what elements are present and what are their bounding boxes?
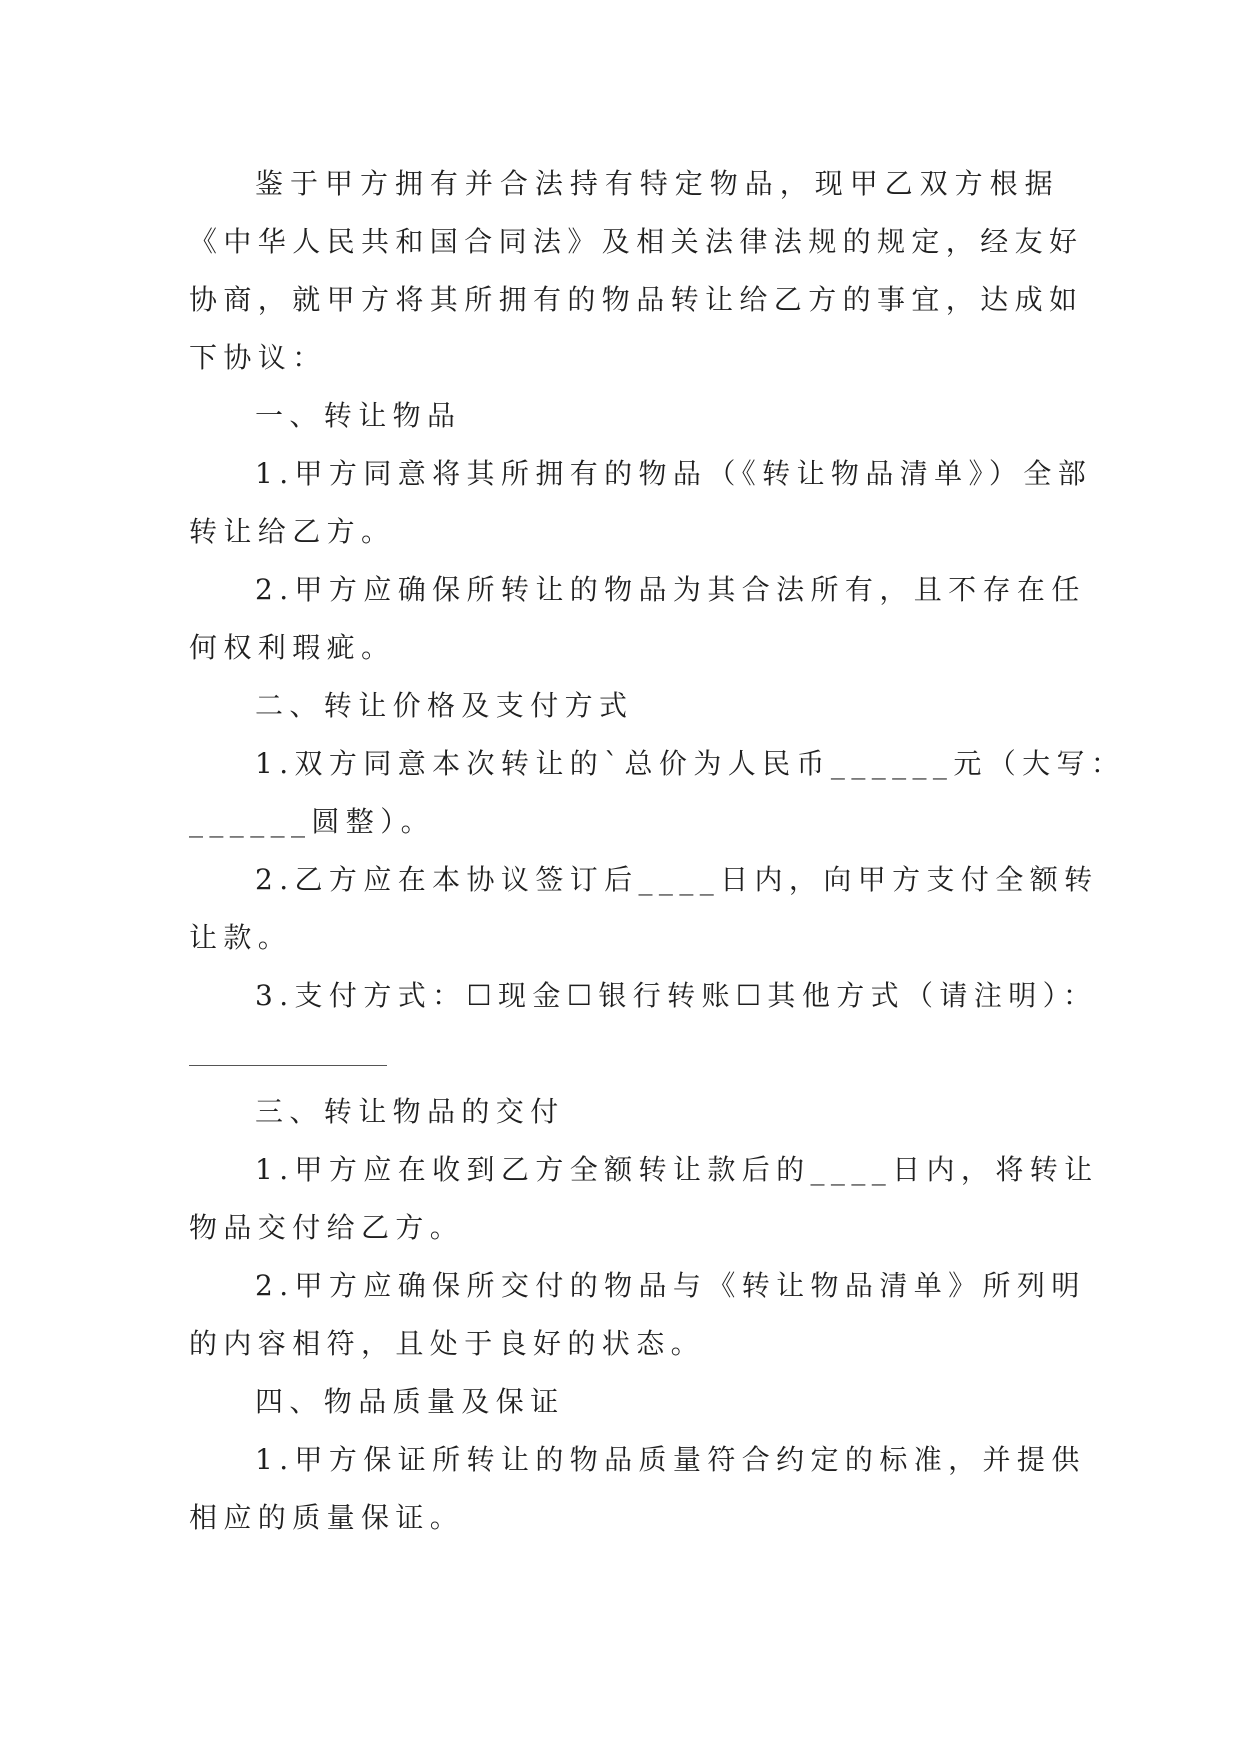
clause-1-1-line-2: 转让给乙方。 (189, 515, 396, 548)
section-heading-2: 二、转让价格及支付方式 (255, 689, 634, 722)
clause-3-2-line-1: 2.甲方应确保所交付的物品与《转让物品清单》所列明 (255, 1269, 1086, 1302)
clause-1-1-line-1: 1.甲方同意将其所拥有的物品（《转让物品清单》）全部 (255, 457, 1093, 490)
clause-3-1-line-1: 1.甲方应在收到乙方全额转让款后的____日内，将转让 (255, 1153, 1099, 1186)
clause-2-2-line-1: 2.乙方应在本协议签订后____日内，向甲方支付全额转 (255, 863, 1099, 896)
clause-4-1-line-2: 相应的质量保证。 (189, 1501, 465, 1534)
clause-2-3-line-1: 3.支付方式：☐现金☐银行转账☐其他方式（请注明）： (255, 979, 1098, 1012)
payment-method-blank-rule (189, 1065, 387, 1066)
clause-2-2-line-2: 让款。 (189, 921, 293, 954)
section-heading-4: 四、物品质量及保证 (255, 1385, 565, 1418)
clause-2-1-line-2: ______圆整）。 (189, 805, 436, 838)
clause-3-1-line-2: 物品交付给乙方。 (189, 1211, 465, 1244)
clause-1-2-line-1: 2.甲方应确保所转让的物品为其合法所有，且不存在任 (255, 573, 1086, 606)
clause-2-1-line-1: 1.双方同意本次转让的`总价为人民币______元（大写： (255, 747, 1126, 780)
preamble-line-3: 协商，就甲方将其所拥有的物品转让给乙方的事宜，达成如 (189, 283, 1084, 316)
preamble-line-4: 下协议： (189, 341, 327, 374)
preamble-line-2: 《中华人民共和国合同法》及相关法律法规的规定，经友好 (189, 225, 1084, 258)
section-heading-3: 三、转让物品的交付 (255, 1095, 565, 1128)
document-body (189, 155, 1126, 1547)
preamble-line-1: 鉴于甲方拥有并合法持有特定物品，现甲乙双方根据 (255, 167, 1059, 200)
section-heading-1: 一、转让物品 (255, 399, 462, 432)
clause-1-2-line-2: 何权利瑕疵。 (189, 631, 396, 664)
clause-4-1-line-1: 1.甲方保证所转让的物品质量符合约定的标准，并提供 (255, 1443, 1086, 1476)
clause-3-2-line-2: 的内容相符，且处于良好的状态。 (189, 1327, 706, 1360)
payment-method-blank (189, 1025, 1059, 1083)
